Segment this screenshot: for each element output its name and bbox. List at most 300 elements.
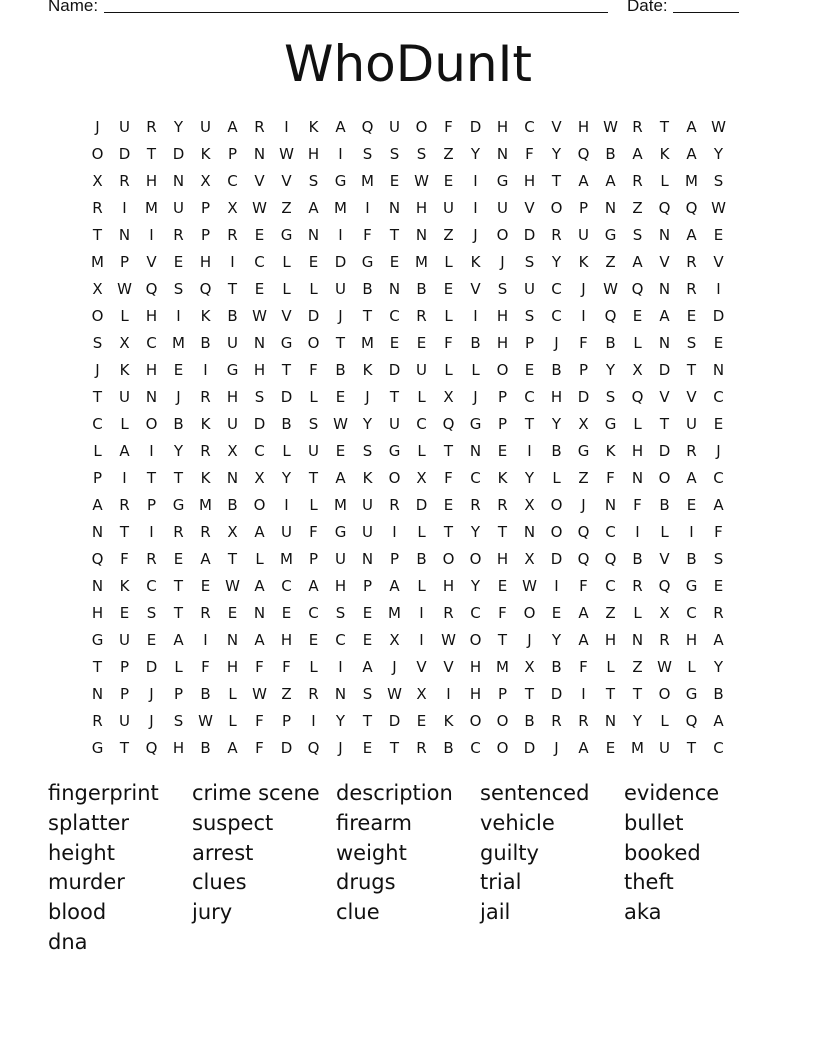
grid-letter: H — [496, 549, 509, 568]
grid-letter: N — [604, 495, 617, 514]
grid-letter: W — [333, 414, 348, 433]
grid-letter: D — [388, 360, 401, 379]
grid-letter: P — [200, 198, 211, 217]
grid-letter: A — [686, 468, 697, 487]
grid-letter: N — [253, 144, 266, 163]
grid-letter: I — [338, 657, 343, 676]
word-list-item: theft — [624, 870, 674, 895]
grid-letter: F — [444, 117, 453, 136]
grid-letter: F — [255, 711, 264, 730]
grid-letter: R — [632, 171, 643, 190]
grid-letter: I — [122, 468, 127, 487]
grid-letter: G — [685, 684, 698, 703]
grid-letter: O — [91, 144, 104, 163]
grid-letter: H — [145, 306, 158, 325]
grid-letter: E — [713, 576, 724, 595]
word-list-item: guilty — [480, 840, 539, 865]
grid-letter: P — [497, 684, 508, 703]
grid-letter: S — [308, 414, 319, 433]
grid-letter: B — [416, 549, 427, 568]
grid-letter: T — [119, 738, 130, 757]
grid-letter: E — [281, 603, 292, 622]
grid-letter: V — [686, 387, 697, 406]
grid-letter: U — [119, 117, 130, 136]
grid-letter: C — [335, 630, 346, 649]
grid-letter: T — [389, 387, 400, 406]
grid-letter: E — [389, 333, 400, 352]
grid-letter: P — [92, 468, 103, 487]
grid-letter: E — [362, 738, 373, 757]
grid-letter: M — [496, 657, 509, 676]
grid-letter: Y — [632, 711, 643, 730]
grid-letter: U — [200, 117, 211, 136]
grid-letter: G — [604, 225, 617, 244]
grid-letter: L — [120, 414, 129, 433]
grid-letter: N — [523, 522, 536, 541]
grid-letter: A — [578, 603, 589, 622]
grid-letter: R — [389, 495, 400, 514]
grid-letter: J — [365, 387, 370, 406]
grid-letter: T — [551, 171, 562, 190]
grid-letter: O — [496, 738, 509, 757]
grid-letter: N — [145, 387, 158, 406]
word-list-item: weight — [336, 840, 407, 865]
grid-letter: L — [228, 711, 237, 730]
grid-letter: L — [660, 171, 669, 190]
grid-letter: F — [633, 495, 642, 514]
grid-letter: P — [578, 198, 589, 217]
grid-letter: I — [446, 684, 451, 703]
grid-letter: A — [659, 306, 670, 325]
grid-letter: A — [362, 657, 373, 676]
grid-letter: D — [172, 144, 185, 163]
grid-letter: A — [632, 144, 643, 163]
grid-letter: E — [227, 603, 238, 622]
grid-letter: W — [522, 576, 537, 595]
grid-letter: V — [551, 117, 562, 136]
grid-letter: D — [334, 252, 347, 271]
grid-letter: V — [254, 171, 265, 190]
grid-letter: L — [282, 252, 291, 271]
grid-letter: S — [524, 252, 535, 271]
grid-letter: M — [334, 198, 347, 217]
grid-letter: N — [91, 684, 104, 703]
grid-letter: I — [311, 711, 316, 730]
grid-letter: H — [577, 117, 590, 136]
grid-letter: N — [334, 684, 347, 703]
grid-letter: I — [527, 441, 532, 460]
grid-letter: M — [361, 171, 374, 190]
grid-letter: T — [227, 549, 238, 568]
grid-letter: R — [308, 684, 319, 703]
grid-letter: C — [524, 117, 535, 136]
grid-letter: R — [200, 603, 211, 622]
grid-letter: M — [685, 171, 698, 190]
grid-letter: J — [716, 441, 721, 460]
grid-letter: T — [524, 414, 535, 433]
grid-letter: Y — [335, 711, 346, 730]
grid-letter: H — [631, 441, 644, 460]
grid-letter: F — [120, 549, 129, 568]
grid-letter: E — [524, 360, 535, 379]
grid-letter: R — [92, 711, 103, 730]
grid-letter: L — [282, 441, 291, 460]
grid-letter: O — [145, 414, 158, 433]
grid-letter: I — [473, 306, 478, 325]
grid-letter: O — [91, 306, 104, 325]
grid-letter: B — [551, 360, 562, 379]
grid-letter: L — [687, 657, 696, 676]
grid-letter: V — [659, 549, 670, 568]
grid-letter: W — [252, 306, 267, 325]
grid-letter: K — [443, 711, 454, 730]
grid-letter: K — [470, 252, 481, 271]
grid-letter: A — [686, 144, 697, 163]
grid-letter: E — [173, 549, 184, 568]
grid-letter: X — [92, 279, 103, 298]
grid-letter: Y — [713, 144, 724, 163]
grid-letter: E — [146, 630, 157, 649]
grid-letter: L — [309, 495, 318, 514]
grid-letter: E — [362, 603, 373, 622]
grid-letter: L — [417, 522, 426, 541]
grid-letter: E — [551, 603, 562, 622]
grid-letter: O — [496, 360, 509, 379]
grid-letter: Q — [685, 198, 698, 217]
grid-letter: Q — [658, 198, 671, 217]
grid-letter: A — [173, 630, 184, 649]
word-list-item: booked — [624, 840, 701, 865]
grid-letter: B — [443, 738, 454, 757]
grid-letter: B — [605, 144, 616, 163]
grid-letter: I — [203, 360, 208, 379]
grid-letter: R — [146, 549, 157, 568]
grid-letter: X — [254, 468, 265, 487]
grid-letter: R — [200, 387, 211, 406]
grid-letter: X — [659, 603, 670, 622]
word-list-item: blood — [48, 900, 107, 925]
grid-letter: B — [659, 495, 670, 514]
grid-letter: M — [91, 252, 104, 271]
word-list-item: sentenced — [480, 781, 590, 805]
grid-letter: D — [280, 738, 293, 757]
grid-letter: I — [554, 576, 559, 595]
grid-letter: V — [713, 252, 724, 271]
grid-letter: E — [119, 603, 130, 622]
grid-letter: G — [334, 522, 347, 541]
grid-letter: E — [686, 495, 697, 514]
grid-letter: R — [443, 603, 454, 622]
grid-letter: B — [200, 684, 211, 703]
grid-letter: Y — [470, 576, 481, 595]
grid-letter: U — [443, 198, 454, 217]
grid-letter: A — [713, 711, 724, 730]
header — [0, 0, 816, 20]
grid-letter: S — [92, 333, 103, 352]
grid-letter: Q — [631, 387, 644, 406]
grid-letter: A — [227, 117, 238, 136]
grid-letter: Z — [443, 144, 454, 163]
grid-letter: L — [444, 360, 453, 379]
grid-letter: R — [416, 306, 427, 325]
word-list-item: suspect — [192, 810, 274, 835]
word-list-item: arrest — [192, 840, 254, 865]
grid-letter: A — [578, 630, 589, 649]
grid-letter: D — [712, 306, 725, 325]
grid-letter: G — [226, 360, 239, 379]
grid-letter: A — [578, 738, 589, 757]
grid-letter: N — [253, 333, 266, 352]
grid-letter: R — [227, 225, 238, 244]
grid-letter: D — [550, 684, 563, 703]
grid-letter: K — [119, 360, 130, 379]
grid-letter: D — [469, 117, 482, 136]
grid-letter: L — [444, 306, 453, 325]
grid-letter: O — [496, 711, 509, 730]
grid-letter: P — [200, 225, 211, 244]
grid-letter: J — [338, 306, 343, 325]
grid-letter: A — [389, 576, 400, 595]
grid-letter: O — [388, 468, 401, 487]
word-list-item: trial — [480, 870, 522, 895]
grid-letter: O — [415, 117, 428, 136]
grid-letter: A — [308, 576, 319, 595]
grid-letter: P — [227, 144, 238, 163]
grid-letter: V — [281, 171, 292, 190]
grid-letter: I — [581, 684, 586, 703]
grid-letter: O — [469, 549, 482, 568]
grid-letter: H — [253, 360, 266, 379]
grid-letter: I — [230, 252, 235, 271]
grid-letter: X — [389, 630, 400, 649]
grid-letter: X — [200, 171, 211, 190]
grid-letter: U — [524, 279, 535, 298]
grid-letter: Q — [361, 117, 374, 136]
grid-letter: E — [173, 252, 184, 271]
grid-letter: I — [338, 144, 343, 163]
grid-letter: V — [524, 198, 535, 217]
grid-letter: F — [579, 576, 588, 595]
grid-letter: A — [92, 495, 103, 514]
grid-letter: R — [119, 495, 130, 514]
grid-letter: I — [122, 198, 127, 217]
grid-letter: W — [603, 117, 618, 136]
grid-letter: E — [389, 171, 400, 190]
name-blank-line — [104, 0, 608, 13]
word-list-item: firearm — [336, 810, 412, 835]
grid-letter: L — [633, 414, 642, 433]
grid-letter: J — [554, 738, 559, 757]
grid-letter: M — [172, 333, 185, 352]
grid-letter: F — [255, 738, 264, 757]
grid-letter: V — [416, 657, 427, 676]
grid-letter: H — [280, 630, 293, 649]
grid-letter: D — [118, 144, 131, 163]
grid-letter: N — [469, 441, 482, 460]
grid-letter: J — [500, 252, 505, 271]
grid-letter: A — [713, 630, 724, 649]
grid-letter: H — [442, 576, 455, 595]
grid-letter: G — [577, 441, 590, 460]
grid-letter: L — [282, 279, 291, 298]
grid-letter: C — [605, 522, 616, 541]
grid-letter: M — [145, 198, 158, 217]
grid-letter: U — [335, 549, 346, 568]
grid-letter: B — [470, 333, 481, 352]
grid-letter: T — [443, 441, 454, 460]
grid-letter: F — [201, 657, 210, 676]
grid-letter: J — [95, 117, 100, 136]
grid-letter: U — [578, 225, 589, 244]
grid-letter: I — [473, 198, 478, 217]
grid-letter: B — [362, 279, 373, 298]
grid-letter: H — [685, 630, 698, 649]
grid-letter: R — [686, 441, 697, 460]
grid-letter: M — [388, 603, 401, 622]
grid-letter: X — [443, 387, 454, 406]
grid-letter: C — [713, 387, 724, 406]
grid-letter: H — [91, 603, 104, 622]
grid-letter: D — [658, 360, 671, 379]
grid-letter: Y — [713, 657, 724, 676]
grid-letter: I — [419, 603, 424, 622]
letter-grid — [84, 113, 732, 761]
grid-letter: R — [92, 198, 103, 217]
grid-letter: C — [713, 738, 724, 757]
grid-letter: V — [146, 252, 157, 271]
grid-letter: L — [255, 549, 264, 568]
grid-letter: U — [119, 387, 130, 406]
grid-letter: H — [496, 306, 509, 325]
grid-letter: S — [632, 225, 643, 244]
grid-letter: T — [227, 279, 238, 298]
grid-letter: J — [149, 711, 154, 730]
grid-letter: N — [172, 171, 185, 190]
grid-letter: X — [119, 333, 130, 352]
grid-letter: T — [173, 603, 184, 622]
grid-letter: N — [658, 333, 671, 352]
grid-letter: I — [365, 198, 370, 217]
grid-letter: X — [632, 360, 643, 379]
grid-letter: O — [253, 495, 266, 514]
grid-letter: Q — [577, 549, 590, 568]
grid-letter: C — [308, 603, 319, 622]
grid-letter: N — [658, 279, 671, 298]
grid-letter: K — [200, 468, 211, 487]
grid-letter: U — [362, 495, 373, 514]
grid-letter: C — [389, 306, 400, 325]
grid-letter: U — [335, 279, 346, 298]
grid-letter: E — [173, 360, 184, 379]
grid-letter: U — [227, 333, 238, 352]
grid-letter: J — [149, 684, 154, 703]
grid-letter: Q — [91, 549, 104, 568]
grid-letter: O — [550, 522, 563, 541]
grid-letter: O — [442, 549, 455, 568]
grid-letter: J — [581, 495, 586, 514]
grid-letter: O — [307, 333, 320, 352]
grid-letter: U — [227, 414, 238, 433]
word-list — [48, 779, 768, 958]
grid-letter: N — [361, 549, 374, 568]
grid-letter: I — [635, 522, 640, 541]
grid-letter: X — [227, 198, 238, 217]
grid-letter: S — [362, 684, 373, 703]
grid-letter: P — [497, 387, 508, 406]
grid-letter: T — [335, 333, 346, 352]
grid-letter: A — [254, 576, 265, 595]
grid-letter: L — [633, 603, 642, 622]
grid-letter: Z — [281, 198, 292, 217]
grid-letter: Q — [685, 711, 698, 730]
word-list-item: crime scene — [192, 781, 320, 805]
grid-letter: E — [254, 225, 265, 244]
word-list-item: vehicle — [480, 810, 555, 835]
grid-letter: F — [363, 225, 372, 244]
grid-letter: Z — [578, 468, 589, 487]
grid-letter: F — [579, 333, 588, 352]
grid-letter: K — [200, 414, 211, 433]
grid-letter: W — [387, 684, 402, 703]
grid-letter: W — [414, 171, 429, 190]
grid-letter: J — [473, 225, 478, 244]
grid-letter: G — [280, 333, 293, 352]
grid-letter: B — [632, 549, 643, 568]
grid-letter: T — [632, 684, 643, 703]
grid-letter: P — [308, 549, 319, 568]
word-list-item: fingerprint — [48, 781, 159, 805]
grid-letter: W — [225, 576, 240, 595]
grid-letter: H — [307, 144, 320, 163]
grid-letter: N — [631, 468, 644, 487]
grid-letter: U — [389, 414, 400, 433]
grid-letter: P — [497, 414, 508, 433]
grid-letter: D — [523, 225, 536, 244]
grid-letter: R — [470, 495, 481, 514]
grid-letter: U — [281, 522, 292, 541]
grid-letter: X — [578, 414, 589, 433]
grid-letter: C — [686, 603, 697, 622]
grid-letter: X — [227, 522, 238, 541]
grid-letter: B — [227, 306, 238, 325]
grid-letter: X — [416, 684, 427, 703]
grid-letter: P — [524, 333, 535, 352]
grid-letter: P — [281, 711, 292, 730]
grid-letter: H — [550, 387, 563, 406]
grid-letter: E — [713, 333, 724, 352]
grid-letter: T — [389, 738, 400, 757]
grid-letter: D — [523, 738, 536, 757]
grid-letter: C — [470, 603, 481, 622]
grid-letter: I — [149, 441, 154, 460]
grid-letter: Q — [145, 738, 158, 757]
grid-letter: P — [119, 657, 130, 676]
grid-letter: D — [550, 549, 563, 568]
grid-letter: W — [657, 657, 672, 676]
grid-letter: D — [280, 387, 293, 406]
grid-letter: Y — [551, 144, 562, 163]
grid-letter: C — [227, 171, 238, 190]
grid-letter: J — [176, 387, 181, 406]
grid-letter: B — [173, 414, 184, 433]
grid-letter: C — [254, 252, 265, 271]
grid-letter: V — [659, 252, 670, 271]
grid-letter: B — [605, 333, 616, 352]
grid-letter: T — [524, 684, 535, 703]
grid-letter: D — [253, 414, 266, 433]
grid-letter: H — [226, 657, 239, 676]
grid-letter: Y — [362, 414, 373, 433]
